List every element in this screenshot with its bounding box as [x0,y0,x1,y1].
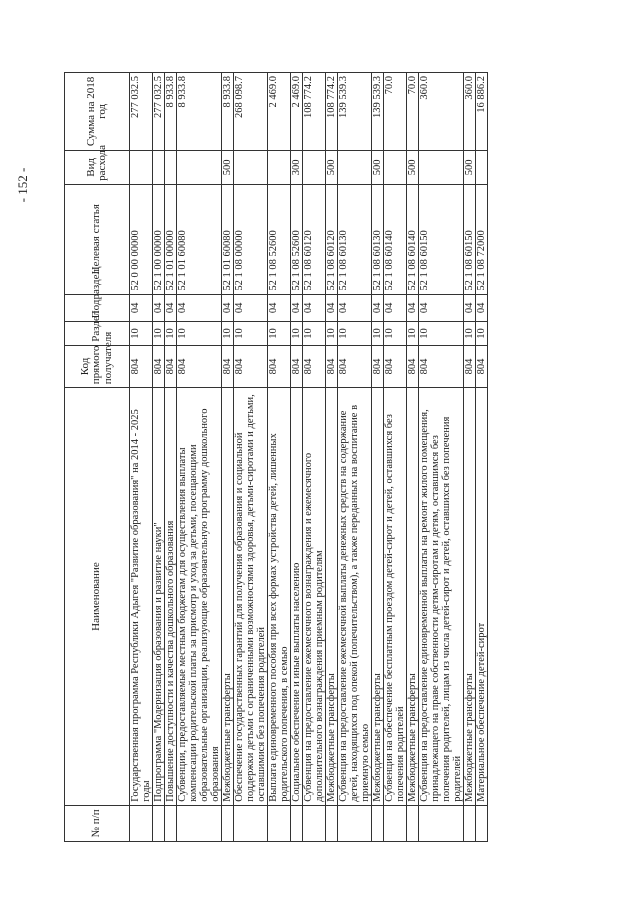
cell-name: Межбюджетные трансферты [372,388,384,806]
col-header-expense-type: Вид расхода [65,150,130,184]
cell-section: 10 [291,322,303,345]
col-header-section: Раздел [65,322,130,345]
cell-target: 52 1 08 52600 [268,184,291,294]
cell-amount: 70.0 [384,73,407,151]
cell-expense-type: 500 [222,150,234,184]
cell-subsection: 04 [177,294,222,322]
table-row [303,73,326,842]
cell-subsection: 04 [476,294,488,322]
cell-no [464,805,476,841]
cell-expense-type [303,150,326,184]
cell-subsection: 04 [303,294,326,322]
cell-section: 10 [372,322,384,345]
cell-section: 10 [384,322,407,345]
cell-no [476,805,488,841]
cell-section: 10 [326,322,338,345]
col-header-subsection: Подраздел [65,294,130,322]
cell-subsection: 04 [464,294,476,322]
cell-no [326,805,338,841]
cell-no [222,805,234,841]
cell-recipient: 804 [234,345,268,388]
cell-recipient: 804 [268,345,291,388]
cell-recipient: 804 [177,345,222,388]
table-row [419,73,464,842]
cell-target: 52 1 08 60150 [464,184,476,294]
cell-subsection: 04 [130,294,153,322]
cell-name: Социальное обеспечение и иные выплаты населению [291,388,303,806]
cell-expense-type: 500 [326,150,338,184]
cell-amount: 16 886.2 [476,73,488,151]
cell-name: Повышение доступности и качества дошкольного образования [165,388,177,806]
cell-recipient: 804 [326,345,338,388]
cell-expense-type [130,150,153,184]
budget-table [64,72,488,842]
cell-target: 52 1 08 52600 [291,184,303,294]
cell-no [338,805,372,841]
col-header-amount: Сумма на 2018 год [65,73,130,151]
cell-target: 52 1 08 60120 [326,184,338,294]
cell-no [268,805,291,841]
cell-name: Государственная программа Республики Адыгея "Развитие образования" на 2014 - 2025 годы [130,388,153,806]
cell-section: 10 [464,322,476,345]
cell-no [234,805,268,841]
cell-amount: 108 774.2 [303,73,326,151]
cell-section: 10 [419,322,464,345]
cell-expense-type [153,150,165,184]
cell-recipient: 804 [407,345,419,388]
cell-target: 52 1 08 60140 [407,184,419,294]
cell-subsection: 04 [165,294,177,322]
cell-amount: 8 933.8 [177,73,222,151]
table-row [177,73,222,842]
cell-no [177,805,222,841]
cell-section: 10 [177,322,222,345]
cell-no [419,805,464,841]
cell-section: 10 [303,322,326,345]
cell-name: Межбюджетные трансферты [407,388,419,806]
cell-section: 10 [153,322,165,345]
table-row [234,73,268,842]
table-row [291,73,303,842]
cell-recipient: 804 [303,345,326,388]
cell-name: Межбюджетные трансферты [464,388,476,806]
cell-recipient: 804 [372,345,384,388]
cell-expense-type [177,150,222,184]
cell-section: 10 [234,322,268,345]
cell-subsection: 04 [419,294,464,322]
cell-expense-type [338,150,372,184]
cell-amount: 268 098.7 [234,73,268,151]
cell-amount: 139 539.3 [338,73,372,151]
cell-amount: 277 032.5 [130,73,153,151]
table-row [372,73,384,842]
table-row [338,73,372,842]
cell-target: 52 1 01 60080 [222,184,234,294]
cell-subsection: 04 [222,294,234,322]
cell-no [384,805,407,841]
cell-name: Субвенция на предоставление единовременной выплаты на ремонт жилого помещения, принадлежащего на праве собственности детям-сиротам и детям, оставшимся без попечения родителей, лицам из числа детей-сирот и детей, оставшихся без попечения родителей [419,388,464,806]
cell-amount: 277 032.5 [153,73,165,151]
cell-subsection: 04 [234,294,268,322]
cell-recipient: 804 [153,345,165,388]
cell-expense-type: 500 [407,150,419,184]
cell-target: 52 1 08 60120 [303,184,326,294]
cell-name: Межбюджетные трансферты [222,388,234,806]
cell-section: 10 [165,322,177,345]
cell-no [165,805,177,841]
cell-target: 52 1 08 60130 [372,184,384,294]
cell-section: 10 [130,322,153,345]
cell-no [303,805,326,841]
cell-name: Материальное обеспечение детей-сирот [476,388,488,806]
cell-expense-type [476,150,488,184]
cell-target: 52 1 01 00000 [165,184,177,294]
table-row [407,73,419,842]
cell-target: 52 1 00 00000 [153,184,165,294]
cell-amount: 2 469.0 [291,73,303,151]
cell-recipient: 804 [464,345,476,388]
cell-recipient: 804 [130,345,153,388]
table-row [326,73,338,842]
table-row [476,73,488,842]
cell-section: 10 [476,322,488,345]
col-header-recipient: Код прямого получателя [65,345,130,388]
cell-subsection: 04 [326,294,338,322]
cell-target: 52 1 01 60080 [177,184,222,294]
cell-expense-type: 500 [464,150,476,184]
cell-recipient: 804 [384,345,407,388]
cell-no [372,805,384,841]
cell-expense-type [165,150,177,184]
budget-sheet [64,72,604,842]
cell-target: 52 1 08 60150 [419,184,464,294]
cell-subsection: 04 [372,294,384,322]
table-header-row [65,73,130,842]
cell-subsection: 04 [153,294,165,322]
cell-recipient: 804 [338,345,372,388]
cell-expense-type [384,150,407,184]
cell-section: 10 [222,322,234,345]
cell-target: 52 1 08 60140 [384,184,407,294]
cell-name: Выплата единовременного пособия при всех формах устройства детей, лишенных родительского попечения, в семью [268,388,291,806]
col-header-target: Целевая статья [65,184,130,294]
cell-amount: 360.0 [464,73,476,151]
cell-name: Межбюджетные трансферты [326,388,338,806]
cell-expense-type [234,150,268,184]
cell-recipient: 804 [222,345,234,388]
cell-name: Субвенция на предоставление ежемесячного вознаграждения и ежемесячного дополнительного вознаграждения приемным родителям [303,388,326,806]
table-row [130,73,153,842]
cell-no [130,805,153,841]
cell-target: 52 1 08 72000 [476,184,488,294]
cell-amount: 8 933.8 [165,73,177,151]
cell-amount: 360.0 [419,73,464,151]
cell-section: 10 [338,322,372,345]
cell-recipient: 804 [291,345,303,388]
cell-expense-type [419,150,464,184]
table-row [222,73,234,842]
cell-name: Подпрограмма "Модернизация образования и развитие науки" [153,388,165,806]
cell-subsection: 04 [291,294,303,322]
cell-name: Субвенция на предоставление ежемесячной выплаты денежных средств на содержание детей, находящихся под опекой (попечительством), а также переданных на воспитание в приемную семью [338,388,372,806]
table-row [165,73,177,842]
cell-target: 52 0 00 00000 [130,184,153,294]
table-row [384,73,407,842]
cell-expense-type: 300 [291,150,303,184]
cell-no [291,805,303,841]
cell-no [407,805,419,841]
cell-no [153,805,165,841]
cell-recipient: 804 [419,345,464,388]
cell-amount: 139 539.3 [372,73,384,151]
cell-subsection: 04 [268,294,291,322]
cell-recipient: 804 [476,345,488,388]
cell-subsection: 04 [407,294,419,322]
cell-section: 10 [268,322,291,345]
col-header-no: № п/п [65,805,130,841]
cell-subsection: 04 [338,294,372,322]
cell-amount: 108 774.2 [326,73,338,151]
cell-expense-type [268,150,291,184]
cell-amount: 8 933.8 [222,73,234,151]
cell-amount: 70.0 [407,73,419,151]
table-row [153,73,165,842]
cell-section: 10 [407,322,419,345]
table-row [464,73,476,842]
cell-name: Субвенции, предоставляемые местным бюджетам для осуществления выплаты компенсации родительской платы за присмотр и уход за детьми, посещающими образовательные организации, реализующие образовательную программу дошкольного образования [177,388,222,806]
cell-target: 52 1 08 60130 [338,184,372,294]
cell-recipient: 804 [165,345,177,388]
cell-expense-type: 500 [372,150,384,184]
cell-subsection: 04 [384,294,407,322]
cell-name: Обеспечение государственных гарантий для получения образования и социальной поддержки детьми с ограниченными возможностями здоровья, детьми-сиротами и детьми, оставшимися без попечения родителей [234,388,268,806]
cell-target: 52 1 08 00000 [234,184,268,294]
table-row [268,73,291,842]
col-header-name: Наименование [65,388,130,806]
page-number: - 152 - [15,167,30,203]
cell-name: Субвенция на обеспечение бесплатным проездом детей-сирот и детей, оставшихся без попечения родителей [384,388,407,806]
cell-amount: 2 469.0 [268,73,291,151]
